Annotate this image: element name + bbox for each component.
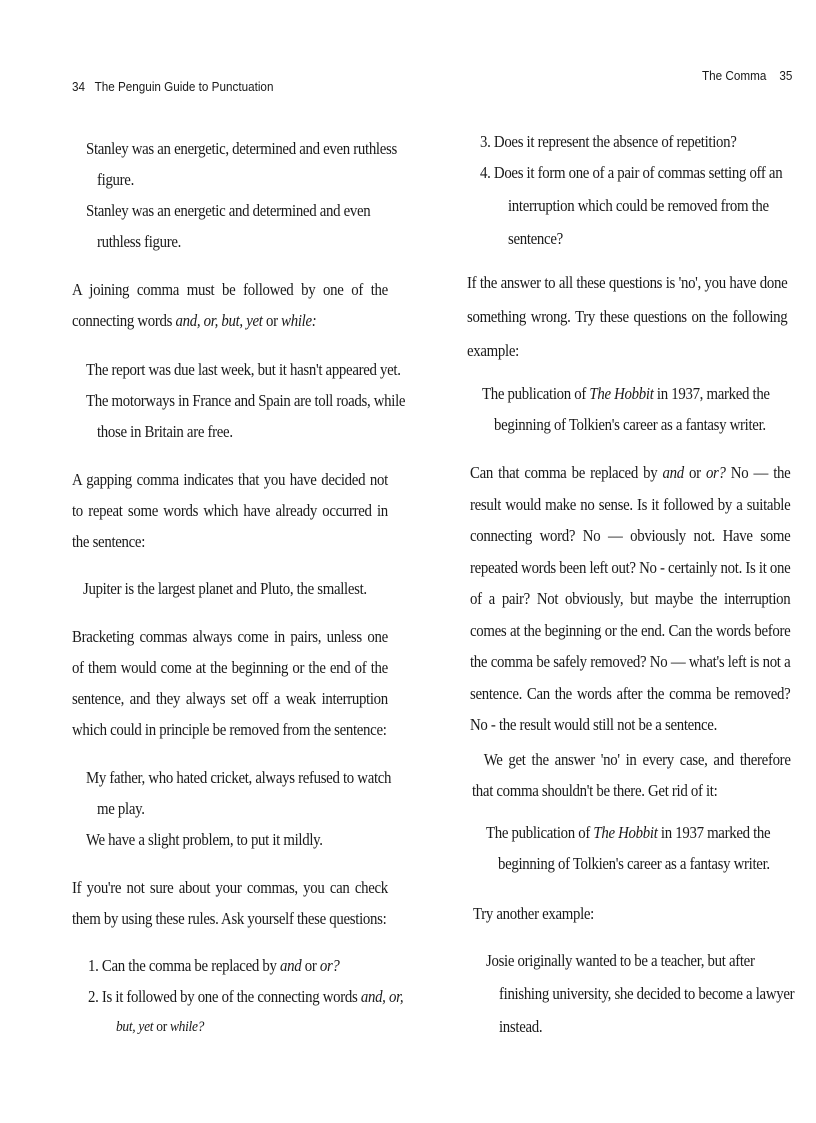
example-line: The report was due last week, but it hasn't appeared yet. [86,360,401,379]
paragraph: If you're not sure about your commas, you can check them by using these rules. Ask yourself these questions: [72,878,388,928]
left-header-title: The Penguin Guide to Punctuation [94,79,274,94]
example-line: The motorways in France and Spain are toll roads, while [86,391,406,410]
left-page-number: 34 [72,79,86,94]
example-line: those in Britain are free. [97,422,233,441]
question-item: 4. Does it form one of a pair of commas setting off an [480,163,783,182]
question-item: 2. Is it followed by one of the connecting words and, or, [88,987,404,1006]
paragraph: A gapping comma indicates that you have decided not to repeat some words which have already occurred in the sentence: [72,470,388,551]
example-line: The publication of The Hobbit in 1937, marked the [482,384,770,403]
question-item-continuation: interruption which could be removed from the [508,196,769,215]
example-line: finishing university, she decided to become a lawyer [499,984,795,1003]
example-line: beginning of Tolkien's career as a fantasy writer. [498,854,770,873]
example-line: figure. [97,170,134,189]
question-item-continuation: sentence? [508,229,563,248]
right-page-number: 35 [779,68,793,83]
example-line: My father, who hated cricket, always refused to watch [86,768,392,787]
example-line: The publication of The Hobbit in 1937 marked the [486,823,771,842]
question-item: 1. Can the comma be replaced by and or or? [88,956,340,975]
question-item: 3. Does it represent the absence of repetition? [480,132,737,151]
example-line: instead. [499,1017,543,1036]
right-running-header [702,68,792,83]
example-line: Josie originally wanted to be a teacher, but after [486,951,755,970]
paragraph: A joining comma must be followed by one of the connecting words and, or, but, yet or while: [72,280,388,330]
paragraph: Can that comma be replaced by and or or? No — the result would make no sense. Is it followed by a suitable connecting word? No — obviously not. Have some repeated words been left out? No - certainly not. Is it one of a pair? Not obviously, but maybe the interruption comes at the beginning or the end. Can the words before the comma be safely removed? No — what's left is not a sentence. Can the words after the comma be removed? No - the result would still not be a sentence. [470,463,791,734]
example-line: ruthless figure. [97,232,182,251]
example-line: Jupiter is the largest planet and Pluto, the smallest. [83,579,367,598]
question-item-continuation: but, yet or while? [116,1019,205,1035]
example-line: Stanley was an energetic and determined and even [86,201,371,220]
example-line: me play. [97,799,145,818]
left-running-header [72,79,273,94]
example-line: beginning of Tolkien's career as a fantasy writer. [494,415,766,434]
paragraph: Bracketing commas always come in pairs, unless one of them would come at the beginning or the end of the sentence, and they always set off a weak interruption which could in principle be removed from the sentence: [72,627,388,739]
right-header-title: The Comma [702,68,767,83]
paragraph: We get the answer 'no' in every case, and therefore that comma shouldn't be there. Get rid of it: [472,750,791,800]
example-line: We have a slight problem, to put it mildly. [86,830,323,849]
example-line: Stanley was an energetic, determined and even ruthless [86,139,397,158]
paragraph: If the answer to all these questions is 'no', you have done something wrong. Try these questions on the following example: [467,273,788,360]
paragraph: Try another example: [473,904,595,923]
